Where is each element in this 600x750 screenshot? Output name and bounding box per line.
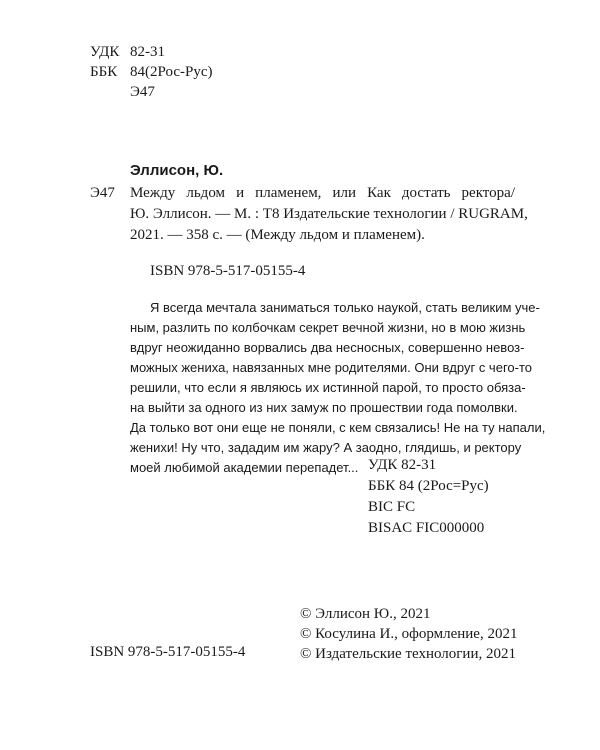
annotation-line: Да только вот они еще не поняли, с кем связались! Не на ту напали, xyxy=(130,420,546,435)
annotation-line: на выйти за одного из них замуж по прошествии года помолвки. xyxy=(130,400,518,415)
udk-row xyxy=(90,42,213,62)
bbk-code-right: ББК 84 (2Рос=Рус) xyxy=(368,478,489,494)
author-heading: Эллисон, Ю. xyxy=(130,162,224,179)
biblio-line-3: 2021. — 358 с. — (Между льдом и пламенем). xyxy=(130,227,425,243)
annotation-line: решили, что если я являюсь их истинной парой, то просто обяза- xyxy=(130,380,526,395)
annotation-line: моей любимой академии перепадет... xyxy=(130,460,359,475)
biblio-line-1: Между льдом и пламенем, или Как достать ректора/ xyxy=(130,185,515,201)
bisac-code: BISAC FIC000000 xyxy=(368,520,485,536)
annotation-line: можных жениха, навязанных мне родителями. Они вдруг с чего-то xyxy=(130,360,532,375)
annotation-line: женихи! Ну что, зададим им жару? А заодно, глядишь, и ректору xyxy=(130,440,522,455)
biblio-line-2: Ю. Эллисон. — М. : Т8 Издательские технологии / RUGRAM, xyxy=(130,206,528,222)
bic-code: BIC FC xyxy=(368,499,416,515)
copyright-line: © Эллисон Ю., 2021 xyxy=(300,606,431,622)
udk-value: 82-31 xyxy=(130,44,165,60)
copyright-line: © Косулина И., оформление, 2021 xyxy=(300,626,518,642)
cutter-code-top: Э47 xyxy=(130,84,155,100)
classification-codes-top xyxy=(90,42,213,102)
bbk-value: 84(2Рос-Рус) xyxy=(130,64,213,80)
copyright-line: © Издательские технологии, 2021 xyxy=(300,646,516,662)
annotation-line: Я всегда мечтала заниматься только наукой, стать великим уче- xyxy=(150,300,540,315)
copyright-notices xyxy=(300,604,517,664)
cutter-code-record: Э47 xyxy=(90,185,115,201)
annotation xyxy=(130,298,546,478)
bbk-row xyxy=(90,62,213,82)
udk-label: УДК xyxy=(90,44,120,60)
annotation-line: ным, разлить по колбочкам секрет вечной жизни, но в мою жизнь xyxy=(130,320,526,335)
classification-codes-right xyxy=(368,455,489,539)
udk-code-right: УДК 82-31 xyxy=(368,457,437,473)
bbk-label: ББК xyxy=(90,64,118,80)
bibliographic-description xyxy=(130,183,528,246)
annotation-line: вдруг неожиданно ворвались два несносных, совершенно невоз- xyxy=(130,340,525,355)
isbn-main: ISBN 978-5-517-05155-4 xyxy=(150,263,306,279)
isbn-bottom: ISBN 978-5-517-05155-4 xyxy=(90,644,246,660)
